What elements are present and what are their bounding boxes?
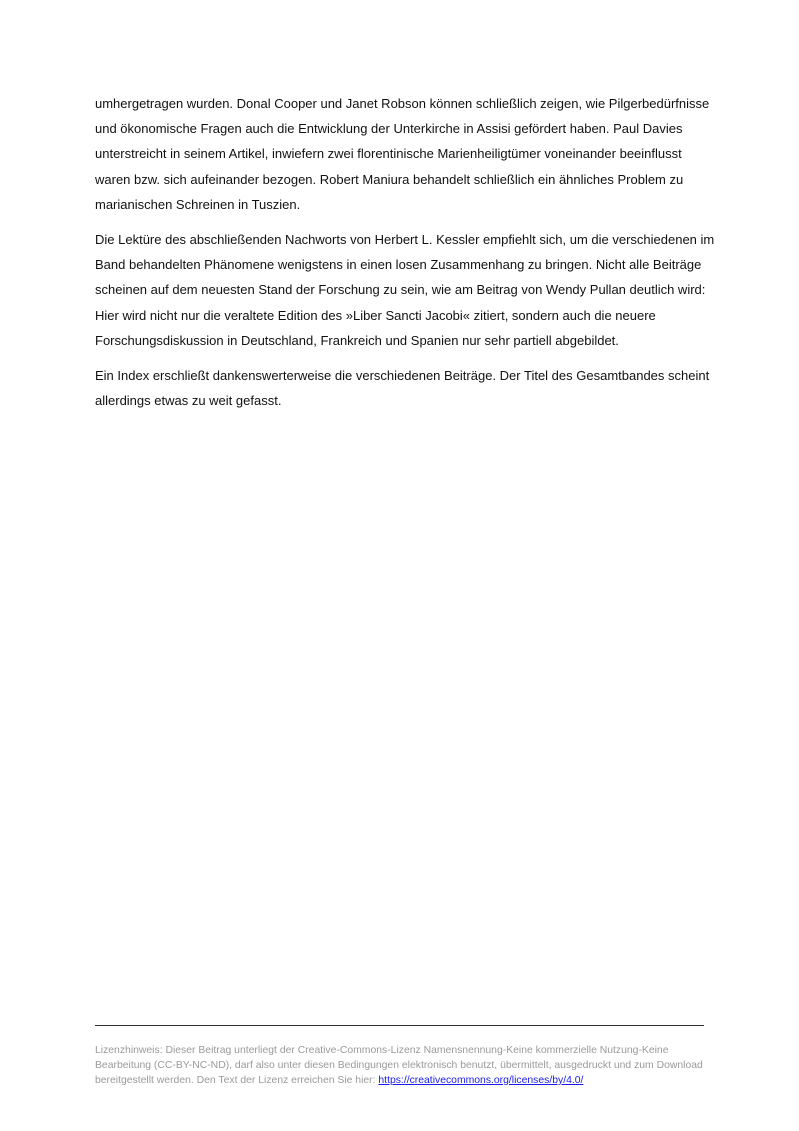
footer-divider (95, 1025, 704, 1026)
license-note (95, 1043, 710, 1088)
license-text: Lizenzhinweis: Dieser Beitrag unterliegt der Creative-Commons-Lizenz Namensnennung-Keine kommerzielle Nutzung-Keine Bearbeitung (CC-BY-NC-ND), darf also unter diesen Bedingungen elektronisch benutzt, übermittelt, ausgedruckt und zum Download bereitgestellt werden. Den Text der Lizenz erreichen Sie hier: (95, 1045, 703, 1086)
paragraph-2: Die Lektüre des abschließenden Nachworts von Herbert L. Kessler empfiehlt sich, um die verschiedenen im Band behandelten Phänomene wenigstens in einen losen Zusammenhang zu bringen. Nicht alle Beiträge scheinen auf dem neuesten Stand der Forschung zu sein, wie am Beitrag von Wendy Pullan deutlich wird: Hier wird nicht nur die veraltete Edition des »Liber Sancti Jacobi« zitiert, sondern auch die neuere Forschungsdiskussion in Deutschland, Frankreich und Spanien nur sehr partiell abgebildet. (95, 232, 715, 348)
license-link[interactable]: https://creativecommons.org/licenses/by/4.0/ (378, 1075, 584, 1086)
main-text-column (95, 91, 715, 423)
paragraph-1: umhergetragen wurden. Donal Cooper und Janet Robson können schließlich zeigen, wie Pilgerbedürfnisse und ökonomische Fragen auch die Entwicklung der Unterkirche in Assisi gefördert haben. Paul Davies unterstreicht in seinem Artikel, inwiefern zwei florentinische Marienheiligtümer voneinander beeinflusst waren bzw. sich aufeinander bezogen. Robert Maniura behandelt schließlich ein ähnliches Problem zu marianischen Schreinen in Tuszien. (95, 96, 710, 212)
paragraph-3: Ein Index erschließt dankenswerterweise die verschiedenen Beiträge. Der Titel des Gesamtbandes scheint allerdings etwas zu weit gefasst. (95, 368, 710, 409)
